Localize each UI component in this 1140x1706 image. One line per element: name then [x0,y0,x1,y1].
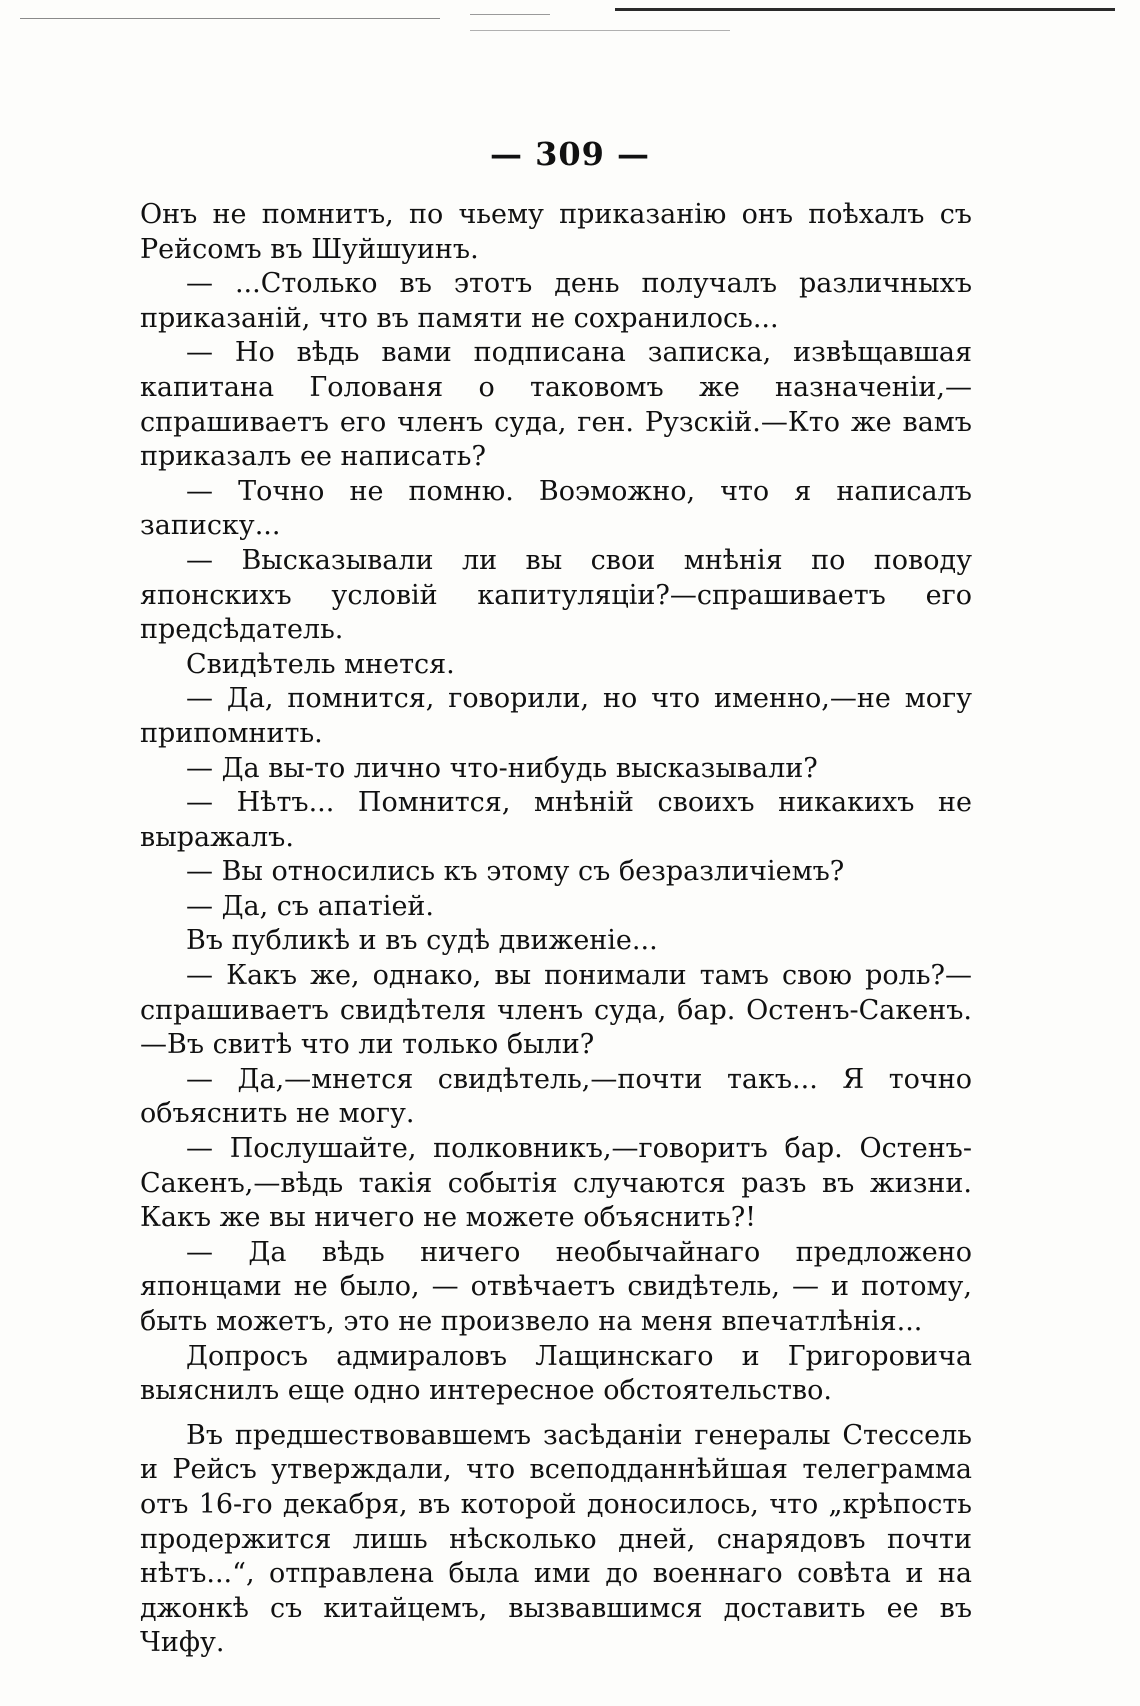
paragraph: — Точно не помню. Воэможно, что я написалъ записку... [140,475,972,542]
paragraph: — ...Столько въ этотъ день получалъ различныхъ приказаній, что въ памяти не сохранилось... [140,268,972,334]
paragraph: — Да, помнится, говорили, но что именно,—не могу припомнить. [140,683,972,749]
text-body [140,198,972,1661]
paragraph: Свидѣтель мнется. [186,648,455,680]
paragraph: Въ предшествовавшемъ засѣданіи генералы Стессель и Рейсъ утверждали, что всеподданнѣйшая телеграмма отъ 16-го декабря, въ которой доносилось, что „крѣпость продержится лишь нѣсколько дней, снарядовъ почти нѣтъ...“, отправлена была ими до военнаго совѣта и на джонкѣ съ китайцемъ, вызвавшимся доставить ее въ Чифу. [140,1419,972,1659]
paragraph: Онъ не помнитъ, по чьему приказанію онъ поѣхалъ съ Рейсомъ въ Шуйшуинъ. [140,199,972,265]
paragraph: — Высказывали ли вы свои мнѣнія по поводу японскихъ условій капитуляціи?—спрашиваетъ его предсѣдатель. [140,544,972,646]
top-rule [20,18,440,19]
paragraph: — Да, съ апатіей. [186,890,434,922]
paragraph: — Но вѣдь вами подписана записка, извѣщавшая капитана Голованя о таковомъ же назначеніи,—спрашиваетъ его членъ суда, ген. Рузскій.—Кто же вамъ приказалъ ее написать? [140,337,972,473]
paragraph: — Нѣтъ... Помнится, мнѣній своихъ никакихъ не выражалъ. [140,787,972,853]
paragraph: — Да вѣдь ничего необычайнаго предложено японцами не было, — отвѣчаетъ свидѣтель, — и потому, быть можетъ, это не произвело на меня впечатлѣнія... [140,1236,972,1337]
paragraph: — Какъ же, однако, вы понимали тамъ свою роль?—спрашиваетъ свидѣтеля членъ суда, бар. Остенъ-Сакенъ.—Въ свитѣ что ли только были? [140,960,972,1061]
top-rule [470,30,730,31]
paragraph: Допросъ адмираловъ Лащинскаго и Григоровича выяснилъ еще одно интересное обстоятельство. [140,1340,972,1407]
paragraph: — Послушайте, полковникъ,—говоритъ бар. Остенъ-Сакенъ,—вѣдь такія событія случаются разъ въ жизни. Какъ же вы ничего не можете объяснить?! [140,1133,972,1234]
paragraph: Въ публикѣ и въ судѣ движеніе... [186,925,658,957]
paragraph: — Вы относились къ этому съ безразличіемъ? [186,856,845,888]
top-rule [615,8,1115,11]
paragraph: — Да вы-то лично что-нибудь высказывали? [186,752,818,784]
paragraph: — Да,—мнется свидѣтель,—почти такъ... Я точно объяснить не могу. [140,1063,972,1130]
top-rule [470,14,550,15]
page-number: — 309 — [489,135,651,173]
